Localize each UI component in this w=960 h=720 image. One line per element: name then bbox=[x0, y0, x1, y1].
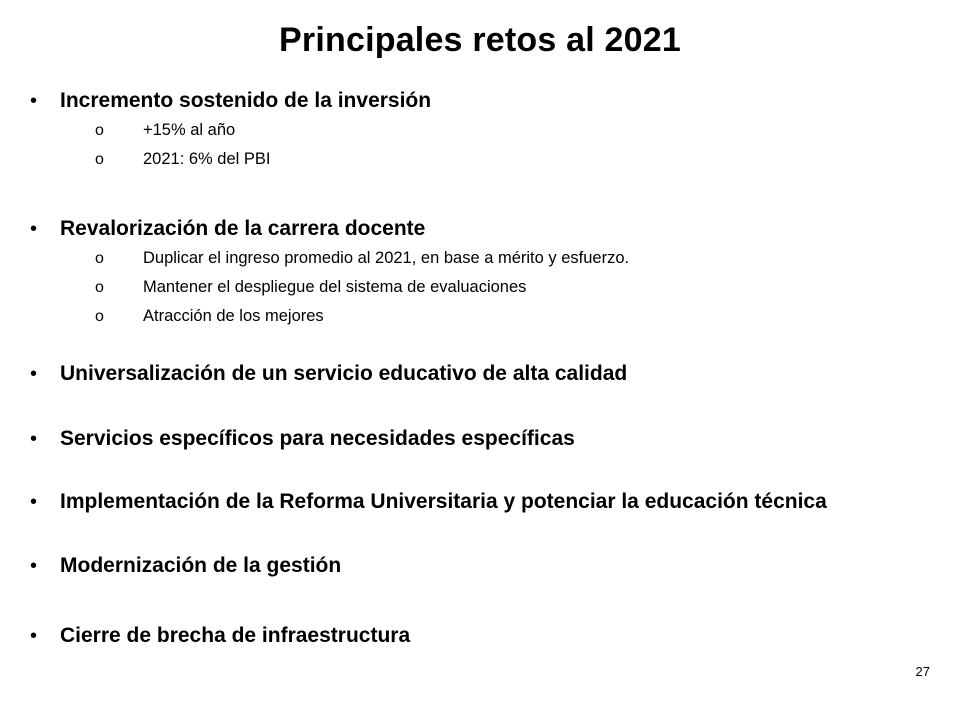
bullet-icon: • bbox=[30, 491, 38, 513]
bullet-label: Implementación de la Reforma Universitaria y potenciar la educación técnica bbox=[60, 490, 827, 513]
sub-item-text: +15% al año bbox=[143, 121, 236, 139]
sub-bullet-icon: o bbox=[95, 279, 104, 296]
sub-item-text: 2021: 6% del PBI bbox=[143, 150, 271, 168]
sub-bullet-icon: o bbox=[95, 151, 104, 168]
bullet-item-universalizacion bbox=[30, 361, 627, 387]
sub-item bbox=[95, 276, 526, 299]
slide-title: Principales retos al 2021 bbox=[279, 21, 681, 59]
sub-item-text: Mantener el despliegue del sistema de evaluaciones bbox=[143, 278, 527, 296]
bullet-label: Cierre de brecha de infraestructura bbox=[60, 624, 411, 647]
bullet-label: Incremento sostenido de la inversión bbox=[60, 89, 432, 112]
sub-item bbox=[95, 119, 235, 142]
bullet-item-gestion bbox=[30, 553, 341, 579]
sub-item bbox=[95, 247, 629, 270]
sub-item bbox=[95, 305, 324, 328]
bullet-label: Universalización de un servicio educativo de alta calidad bbox=[60, 362, 628, 385]
sub-item bbox=[95, 148, 271, 171]
bullet-icon: • bbox=[30, 555, 38, 577]
page-number: 27 bbox=[915, 664, 930, 679]
bullet-label: Servicios específicos para necesidades específicas bbox=[60, 427, 575, 450]
bullet-item-reforma bbox=[30, 489, 827, 515]
bullet-label: Modernización de la gestión bbox=[60, 554, 342, 577]
sub-item-text: Atracción de los mejores bbox=[143, 307, 324, 325]
bullet-item-carrera-docente bbox=[30, 216, 425, 242]
bullet-icon: • bbox=[30, 363, 38, 385]
bullet-icon: • bbox=[30, 218, 38, 240]
bullet-icon: • bbox=[30, 428, 38, 450]
bullet-item-servicios bbox=[30, 426, 575, 452]
bullet-item-inversion bbox=[30, 88, 431, 114]
sub-item-text: Duplicar el ingreso promedio al 2021, en base a mérito y esfuerzo. bbox=[143, 249, 630, 267]
bullet-icon: • bbox=[30, 90, 38, 112]
sub-bullet-icon: o bbox=[95, 250, 104, 267]
bullet-icon: • bbox=[30, 625, 38, 647]
bullet-item-infraestructura bbox=[30, 623, 410, 649]
bullet-label: Revalorización de la carrera docente bbox=[60, 217, 426, 240]
sub-bullet-icon: o bbox=[95, 308, 104, 325]
sub-bullet-icon: o bbox=[95, 122, 104, 139]
